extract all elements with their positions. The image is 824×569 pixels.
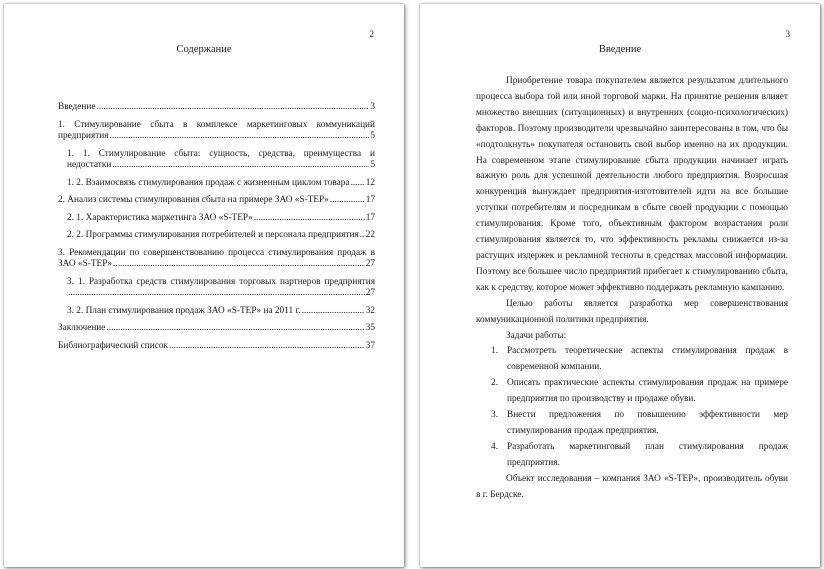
toc-page-number: 27 <box>365 259 375 269</box>
toc-page-number: 32 <box>365 305 375 316</box>
tasks-title: Задачи работы: <box>506 330 567 341</box>
list-item <box>476 408 788 440</box>
toc-entry-title: недостатки <box>67 160 112 170</box>
toc-entry-title: 2. 2. Программы стимулирования потребителей и персонала предприятия <box>67 230 359 240</box>
toc-page-number: 35 <box>365 323 375 333</box>
toc-entry-title: 2. Анализ системы стимулирования сбыта на примере ЗАО «S-TEP» <box>58 195 329 205</box>
toc-entry-title: Заключение <box>58 323 106 333</box>
toc-page-number: 5 <box>370 160 375 170</box>
list-item <box>476 440 788 472</box>
toc-page-number: 3 <box>370 102 375 112</box>
toc-entry[interactable] <box>58 248 375 271</box>
tasks-list <box>476 344 788 471</box>
page-title: Введение <box>598 44 642 55</box>
toc-page-number: 37 <box>365 340 375 351</box>
list-item-text: Описать практические аспекты стимулирования продаж на примере предприятия по производству и продаже обуви. <box>507 378 788 405</box>
list-item-text: Разработать маркетинговый план стимулирования продаж предприятия. <box>507 441 788 468</box>
paragraph: Объект исследования – компания ЗАО «S-TEP», производитель обуви в г. Бердске. <box>476 473 788 500</box>
dot-leader <box>112 160 369 172</box>
dot-leader <box>360 230 365 242</box>
toc-entry-title: 1. Стимулирование сбыта в комплексе маркетинговых коммуникаций <box>58 119 375 130</box>
toc-entry[interactable] <box>58 149 375 172</box>
toc-entry-title: 2. 1. Характеристика маркетинга ЗАО «S-TEP» <box>67 212 253 223</box>
toc-page-number: 27 <box>365 288 375 298</box>
toc-entry[interactable] <box>58 195 375 207</box>
toc-entry[interactable] <box>58 178 375 190</box>
dot-leader <box>106 323 364 335</box>
toc-entry-title: предприятия <box>58 131 109 141</box>
toc-entry-title: Библиографический список <box>58 340 168 351</box>
dot-leader <box>330 195 365 207</box>
toc-entry-title: 3. 1. Разработка средств стимулирования торговых партнеров предприятия <box>67 276 375 287</box>
toc-entry[interactable] <box>58 213 375 225</box>
list-item-number: 3. <box>491 410 498 421</box>
page-left <box>4 4 404 567</box>
toc-entry[interactable] <box>58 102 375 114</box>
toc-entry-title: 1. 1. Стимулирование сбыта: сущность, средства, преимущества и <box>67 148 375 159</box>
toc-page-number: 17 <box>365 212 375 223</box>
paragraph: Целью работы является разработка мер совершенствования коммуникационной политики предприятия. <box>476 298 788 325</box>
toc-entry-title: 3. 2. План стимулирования продаж ЗАО «S-TEP» на 2011 г. <box>67 305 301 316</box>
toc-entry-title: 1. 2. Взаимосвязь стимулирования продаж с жизненным циклом товара <box>67 177 350 188</box>
toc-page-number: 5 <box>370 131 375 141</box>
toc-page-number: 22 <box>365 230 375 240</box>
list-item-number: 1. <box>491 346 498 357</box>
table-of-contents <box>58 102 375 358</box>
toc-page-number: 12 <box>365 177 375 188</box>
dot-leader <box>169 341 365 353</box>
dot-leader <box>254 213 365 225</box>
page-right <box>420 4 820 567</box>
list-item <box>476 376 788 408</box>
page-title: Содержание <box>176 44 232 55</box>
toc-entry[interactable] <box>58 341 375 353</box>
dot-leader <box>302 306 365 318</box>
toc-page-number: 17 <box>365 195 375 205</box>
list-item-text: Внести предложения по повышению эффективности мер стимулирования продаж предприятия. <box>507 410 788 436</box>
toc-entry[interactable] <box>58 277 375 300</box>
page-number: 3 <box>785 29 790 39</box>
toc-entry[interactable] <box>58 120 375 143</box>
introduction-body <box>476 74 788 503</box>
list-item <box>476 344 788 376</box>
page-number: 2 <box>369 29 374 39</box>
dot-leader <box>96 102 369 114</box>
paragraph: Приобретение товара покупателем является результатом длительного процесса выбора той или иной торговой марки. На принятие решения влияет множество внешних (ситуационных) и внутренних (социо-психологических) факторов. Поэтому производители чрезвычайно заинтересованы в том, что бы «подтолкнуть» покупателя остановить свой выбор именно на их продукции. На современном этапе стимулирование сбыта продукции начинает играть важную роль для успешной деятельности любого предприятия. Возросшая конкуренция вынуждает предприятия-изготовителей идти на все большие уступки потребителям и посредникам в сбыте своей продукции с помощью стимулирования. Кроме того, объективным фактором возрастания роли стимулирования является то, что эффективность рекламы снижается из-за растущих издержек и рекламной тесноты в средствах массовой информации. Поэтому все большее число предприятий прибегает к стимулированию сбыта, как к средству, которое может эффективно поддержать рекламную кампанию. <box>476 76 788 293</box>
toc-entry-title: ЗАО «S-TEP» <box>58 259 113 269</box>
toc-entry[interactable] <box>58 230 375 242</box>
dot-leader <box>113 259 365 271</box>
list-item-number: 4. <box>491 441 498 452</box>
toc-entry-title: Введение <box>58 102 96 112</box>
dot-leader <box>351 178 365 190</box>
toc-entry[interactable] <box>58 323 375 335</box>
toc-entry-title: 3. Рекомендации по совершенствованию процесса стимулирования продаж в <box>58 247 375 258</box>
toc-entry[interactable] <box>58 306 375 318</box>
dot-leader <box>110 131 370 143</box>
dot-leader <box>68 288 365 300</box>
list-item-number: 2. <box>491 378 498 389</box>
list-item-text: Рассмотреть теоретические аспекты стимулирования продаж в современной компании. <box>507 346 788 373</box>
